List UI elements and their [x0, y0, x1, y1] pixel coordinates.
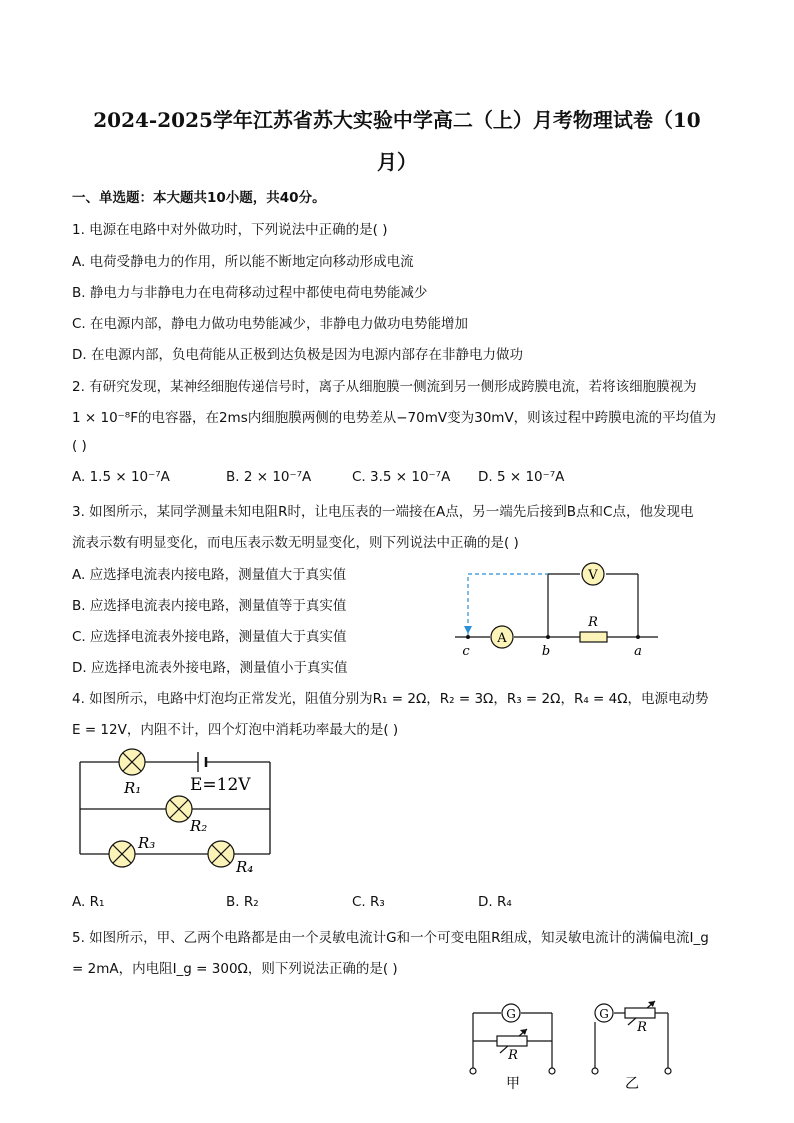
q5-jia-label: 甲	[506, 1076, 520, 1092]
q2-option-b: B. 2 × 10⁻⁷A	[226, 469, 312, 485]
q5-stem-line1: 5. 如图所示，甲、乙两个电路都是由一个灵敏电流计G和一个可变电阻R组成，知灵敏电流计的满偏电流I_g	[72, 930, 709, 946]
q1-option-b: B. 静电力与非静电力在电荷移动过程中都使电荷电势能减少	[72, 285, 428, 301]
q5-yi-label: 乙	[625, 1076, 639, 1092]
q2-stem-line3: ( )	[72, 438, 87, 454]
q5-jia-terminal-left	[470, 1068, 476, 1074]
q4-stem-line2: E = 12V，内阻不计，四个灯泡中消耗功率最大的是( )	[72, 722, 399, 738]
q2-stem-line1: 2. 有研究发现，某神经细胞传递信号时，离子从细胞膜一侧流到另一侧形成跨膜电流，若将该细胞膜视为	[72, 379, 697, 395]
q5-stem-line2: = 2mA，内电阻I_g = 300Ω，则下列说法正确的是( )	[72, 961, 398, 977]
q1-option-d: D. 在电源内部，负电荷能从正极到达负极是因为电源内部存在非静电力做功	[72, 347, 523, 363]
q3-point-b-label: b	[541, 644, 551, 659]
q1-option-c: C. 在电源内部，静电力做功电势能减少，非静电力做功电势能增加	[72, 316, 469, 332]
q5-yi-galvanometer-label: G	[599, 1007, 609, 1021]
q4-option-d: D. R₄	[478, 894, 512, 910]
q4-option-c: C. R₃	[352, 894, 385, 910]
q3-resistor-label: R	[588, 615, 598, 630]
q3-option-a: A. 应选择电流表内接电路，测量值大于真实值	[72, 567, 347, 583]
q4-stem-line1: 4. 如图所示，电路中灯泡均正常发光，阻值分别为R₁ = 2Ω，R₂ = 3Ω，R₃ = 2Ω，R₄ = 4Ω，电源电动势	[72, 691, 709, 707]
q2-option-c: C. 3.5 × 10⁻⁷A	[352, 469, 451, 485]
q4-emf-label: E=12V	[190, 775, 251, 795]
q5-yi-resistor	[625, 1008, 655, 1018]
q4-r3-label: R₃	[138, 834, 156, 852]
q2-stem-line2: 1 × 10⁻⁸F的电容器，在2ms内细胞膜两侧的电势差从−70mV变为30mV，则该过程中跨膜电流的平均值为	[72, 410, 717, 426]
q5-yi-resistor-label: R	[637, 1020, 647, 1035]
q4-r1-label: R₁	[124, 779, 142, 797]
q1-option-a: A. 电荷受静电力的作用，所以能不断地定向移动形成电流	[72, 254, 414, 270]
q4-r4-label: R₄	[236, 858, 254, 876]
q3-resistor	[580, 632, 607, 642]
q3-stem-line2: 流表示数有明显变化，而电压表示数无明显变化，则下列说法中正确的是( )	[72, 535, 519, 551]
q3-probe-arrow	[464, 626, 472, 634]
q4-option-a: A. R₁	[72, 894, 105, 910]
q2-option-a: A. 1.5 × 10⁻⁷A	[72, 469, 170, 485]
q3-point-a	[636, 635, 640, 639]
q2-option-d: D. 5 × 10⁻⁷A	[478, 469, 565, 485]
q3-option-d: D. 应选择电流表外接电路，测量值小于真实值	[72, 660, 348, 676]
q5-jia-resistor	[497, 1036, 527, 1046]
page-title: 2024-2025学年江苏省苏大实验中学高二（上）月考物理试卷（10	[93, 108, 701, 132]
q4-option-b: B. R₂	[226, 894, 259, 910]
q3-option-c: C. 应选择电流表外接电路，测量值大于真实值	[72, 629, 347, 645]
q3-stem-line1: 3. 如图所示，某同学测量未知电阻R时，让电压表的一端接在A点，另一端先后接到B点和C点，他发现电	[72, 504, 694, 520]
q5-yi-terminal-right	[665, 1068, 671, 1074]
q3-option-b: B. 应选择电流表内接电路，测量值等于真实值	[72, 598, 347, 614]
page-title-continued: 月）	[377, 150, 417, 174]
q3-point-b	[546, 635, 550, 639]
q5-jia-galvanometer-label: G	[506, 1007, 516, 1021]
q5-jia-resistor-label: R	[508, 1048, 518, 1063]
q4-r2-label: R₂	[190, 817, 208, 835]
q3-point-a-label: a	[634, 644, 642, 659]
q3-ammeter-label: A	[497, 631, 507, 646]
section-heading: 一、单选题：本大题共10小题，共40分。	[72, 190, 326, 206]
q3-voltmeter-label: V	[588, 568, 598, 583]
q1-stem: 1. 电源在电路中对外做功时，下列说法中正确的是( )	[72, 222, 388, 238]
q5-yi-terminal-left	[592, 1068, 598, 1074]
q3-point-c	[466, 635, 470, 639]
q5-jia-terminal-right	[549, 1068, 555, 1074]
q3-point-c-label: c	[462, 644, 470, 659]
